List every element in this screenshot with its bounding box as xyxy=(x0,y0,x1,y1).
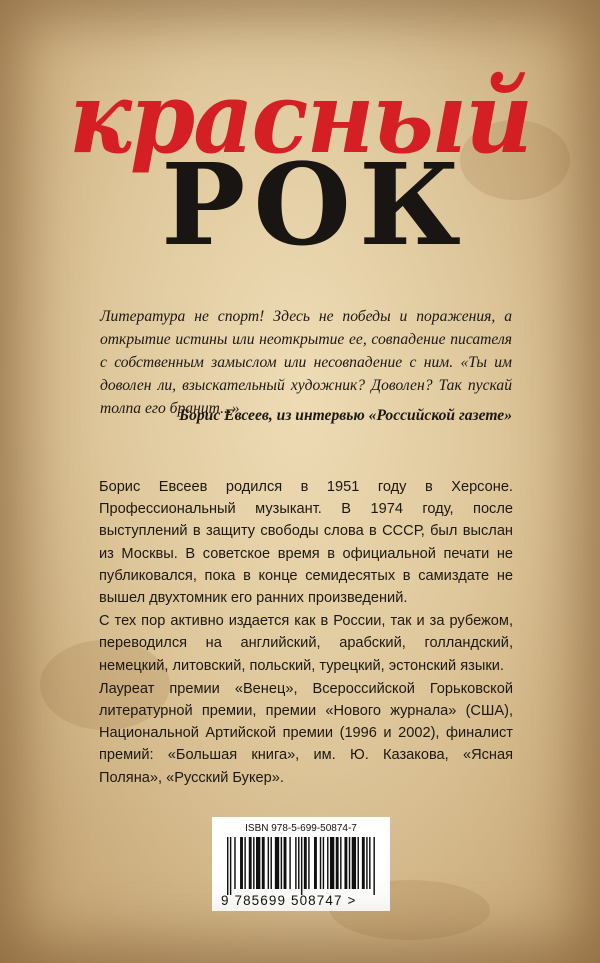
barcode-bar xyxy=(289,837,290,889)
barcode-bar xyxy=(369,837,370,889)
isbn-barcode-box xyxy=(212,817,390,911)
quote-attribution: Борис Евсеев, из интервью «Российской газете» xyxy=(179,407,512,424)
barcode-bar xyxy=(340,837,341,889)
barcode-bar xyxy=(352,837,356,889)
barcode-bar xyxy=(330,837,334,889)
barcode-bar xyxy=(268,837,269,889)
barcode-bar xyxy=(314,837,317,889)
barcode-bar xyxy=(244,837,245,889)
barcode-bar xyxy=(249,837,252,889)
barcode-bar xyxy=(234,837,235,889)
bio-paragraph: Лауреат премии «Венец», Всероссийской Горьковской литературной премии, премии «Нового журнала» (США), Национальной Артийской премии (1996 и 2002), финалист премий: «Большая книга», им. Ю. Казакова, «Ясная Поляна», «Русский Букер». xyxy=(99,680,513,786)
barcode-bar xyxy=(362,837,365,889)
barcode-bar xyxy=(301,837,302,895)
barcode-bar xyxy=(327,837,328,889)
barcode-bar xyxy=(253,837,254,889)
barcode-bar xyxy=(304,837,307,889)
barcode-bar xyxy=(256,837,260,889)
barcode-bar xyxy=(230,837,231,895)
title-line-2: РОК xyxy=(161,140,469,271)
barcode-bar xyxy=(284,837,287,889)
barcode-bar xyxy=(336,837,339,889)
barcode-bar xyxy=(281,837,282,889)
barcode-bar xyxy=(323,837,324,889)
bio-paragraph: С тех пор активно издается как в России, так и за рубежом, переводился на английский, арабский, голландский, немецкий, литовский, польский, турецкий, эстонский языки. xyxy=(99,613,513,674)
barcode-bar xyxy=(295,837,296,889)
author-bio xyxy=(99,476,513,790)
bio-paragraph: Борис Евсеев родился в 1951 году в Херсоне. Профессиональный музыкант. В 1974 году, после выступлений в защиту свободы слова в СССР, был выслан из Москвы. В советское время в официальной печати не публиковался, пока в конце семидесятых в самиздате не вышел двухтомник его ранних произведений. xyxy=(99,479,513,607)
barcode-bar xyxy=(262,837,265,889)
epigraph-quote: Литература не спорт! Здесь не победы и поражения, а открытие истины или неоткрытие ее, совпадение писателя с собственным замыслом или несовпадение с ним. «Ты им доволен ли, взыскательный художник? Доволен? Так пускай толпа его бранит...» xyxy=(100,308,512,417)
barcode-digits: 9 785699 508747 > xyxy=(221,893,357,908)
barcode-bar xyxy=(320,837,321,889)
barcode-bar xyxy=(358,837,359,889)
isbn-label: ISBN 978-5-699-50874-7 xyxy=(245,823,357,834)
barcode-bar xyxy=(308,837,309,889)
barcode-bar xyxy=(349,837,350,889)
barcode-bar xyxy=(366,837,367,889)
title-line-1: красный xyxy=(68,61,532,176)
barcode-bar xyxy=(275,837,279,889)
barcode-bar xyxy=(271,837,272,889)
barcode-icon xyxy=(221,837,381,895)
barcode-bar xyxy=(344,837,347,889)
barcode-bar xyxy=(373,837,374,895)
barcode-bar xyxy=(240,837,243,889)
barcode-bar xyxy=(298,837,299,889)
barcode-bar xyxy=(227,837,228,895)
